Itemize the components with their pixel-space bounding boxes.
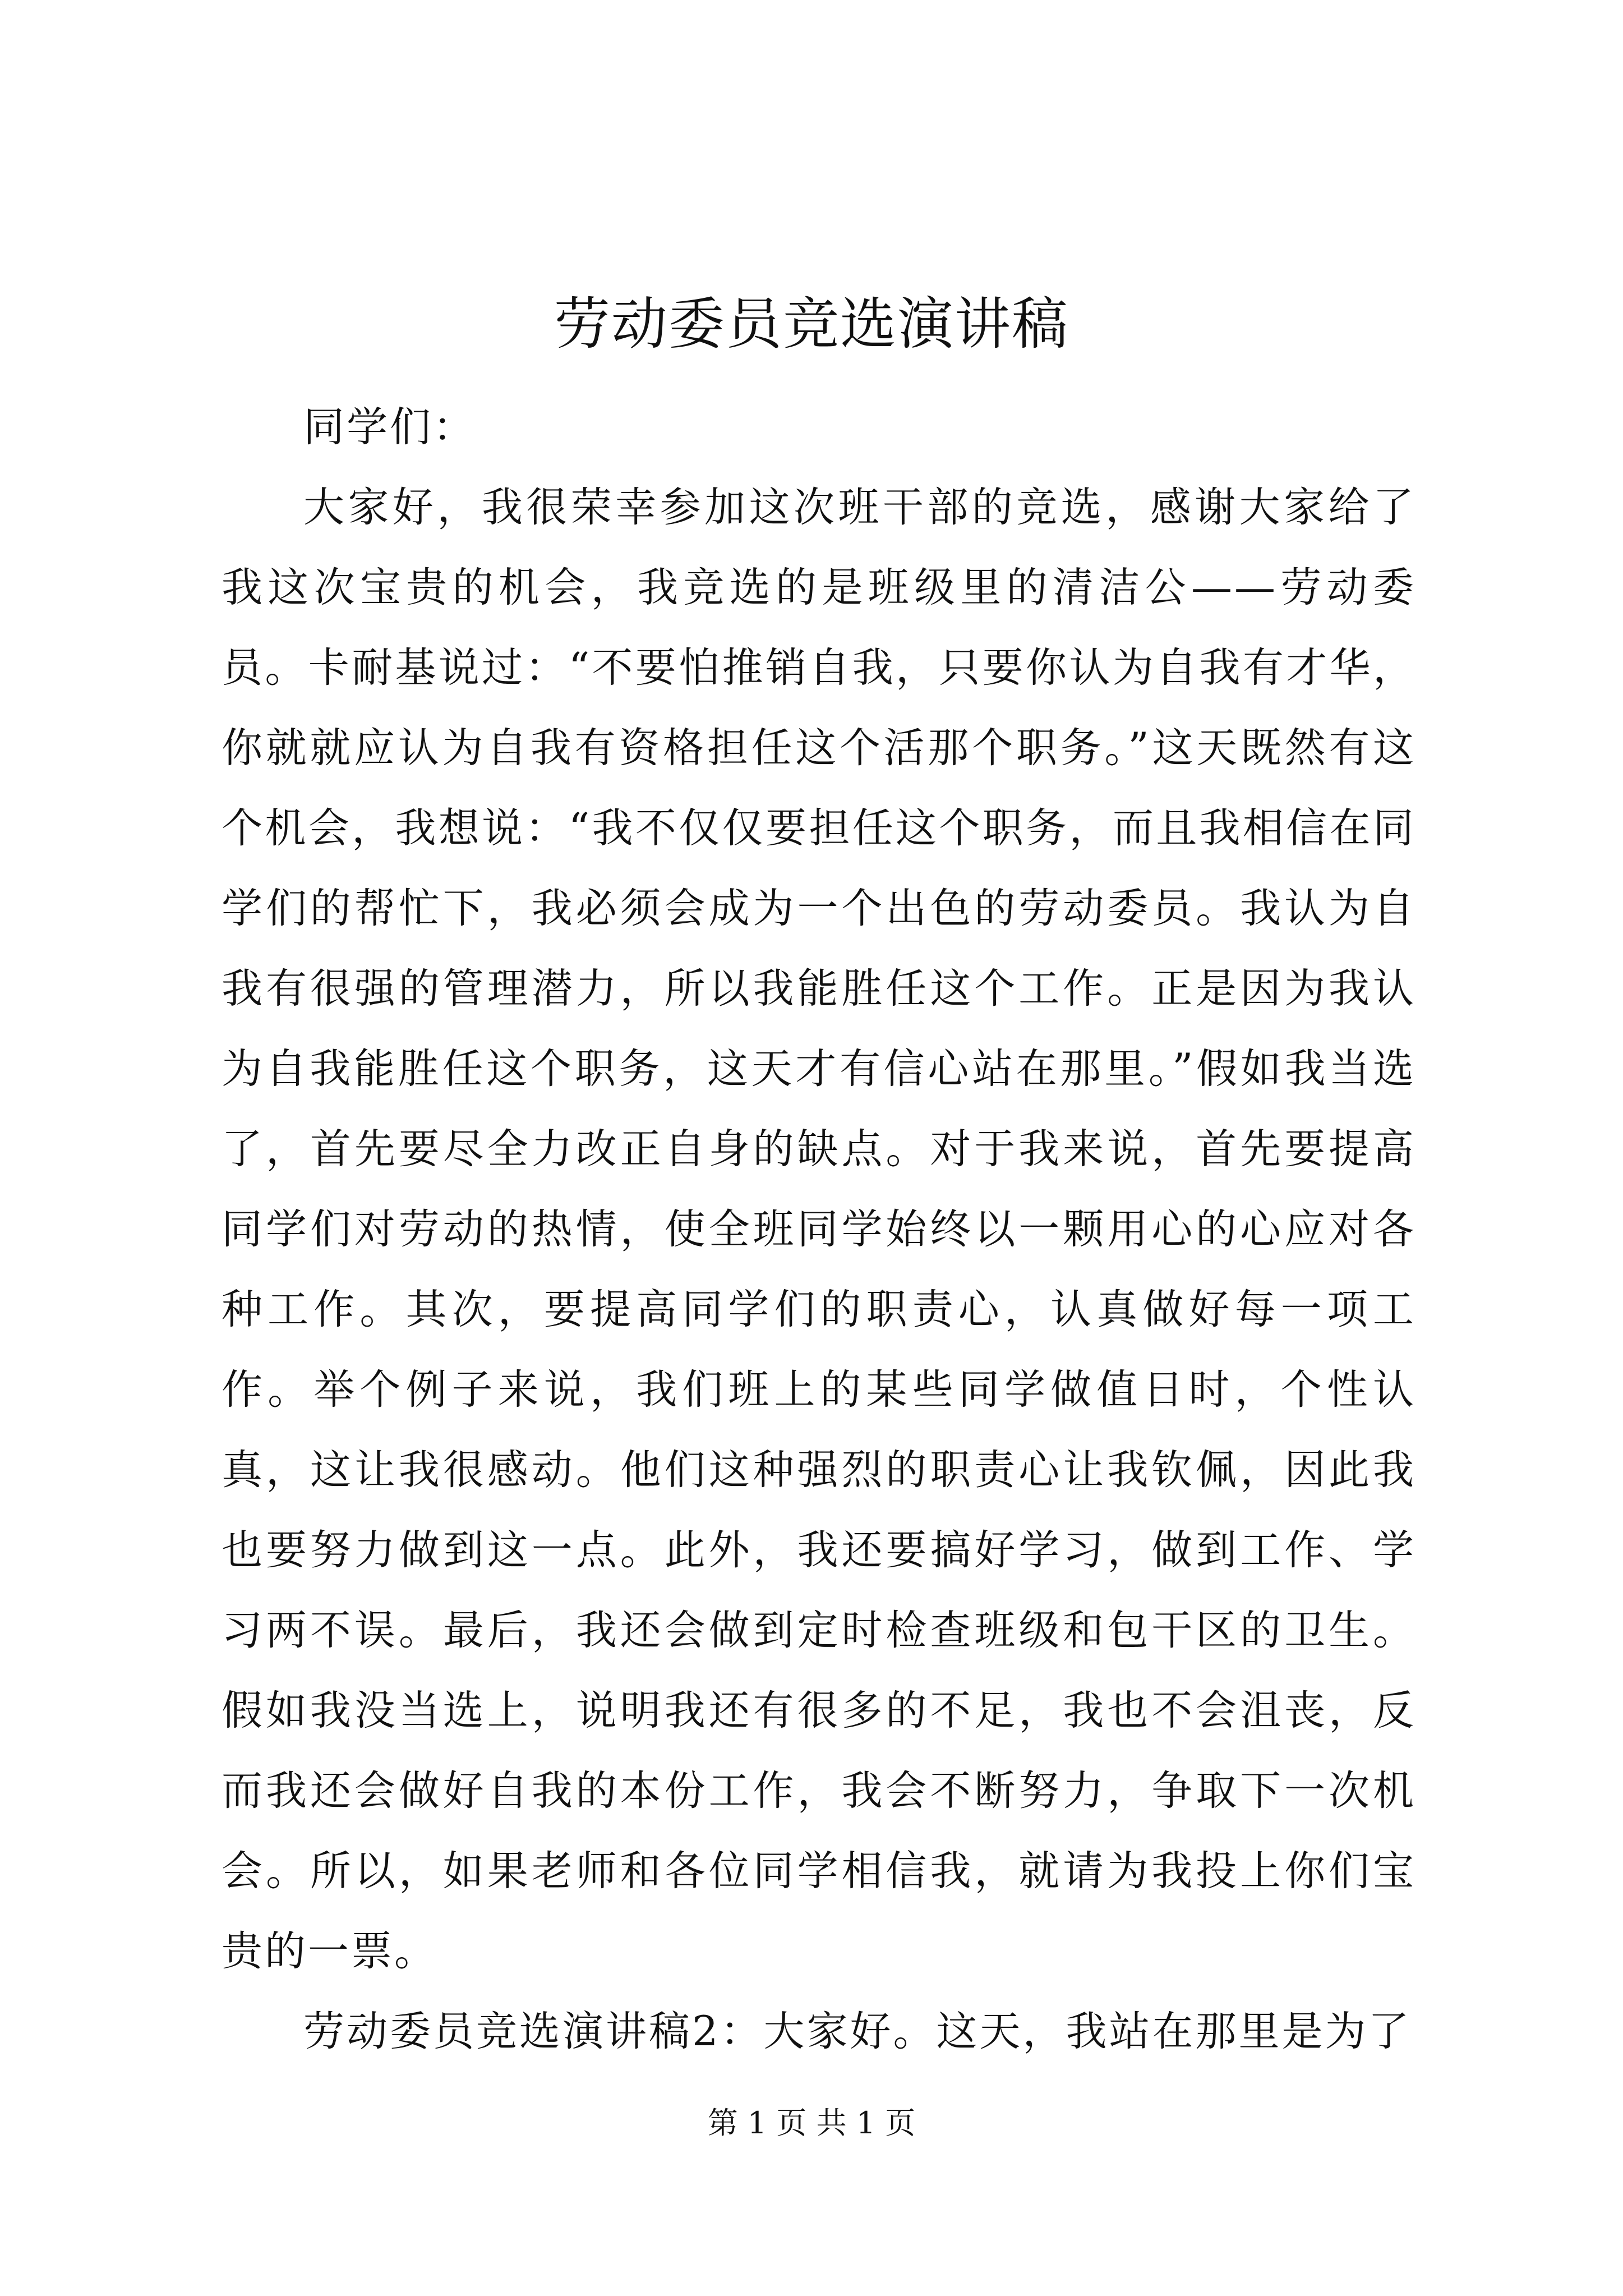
greeting: 同学们： bbox=[303, 403, 476, 451]
paragraph-2: 劳动委员竞选演讲稿2：大家好。这天，我站在那里是为了 bbox=[303, 2008, 1412, 2055]
page-footer: 第 1 页 共 1 页 bbox=[707, 2105, 916, 2141]
document-body bbox=[222, 387, 1416, 2072]
document-title: 劳动委员竞选演讲稿 bbox=[554, 291, 1069, 357]
paragraph-1: 大家好，我很荣幸参加这次班干部的竞选，感谢大家给了我这次宝贵的机会，我竞选的是班级里的清洁公——劳动委员。卡耐基说过：“不要怕推销自我，只要你认为自我有才华，你就就应认为自我有资格担任这个活那个职务。”这天既然有这个机会，我想说：“我不仅仅要担任这个职务，而且我相信在同学们的帮忙下，我必须会成为一个出色的劳动委员。我认为自我有很强的管理潜力，所以我能胜任这个工作。正是因为我认为自我能胜任这个职务，这天才有信心站在那里。”假如我当选了，首先要尽全力改正自身的缺点。对于我来说，首先要提高同学们对劳动的热情，使全班同学始终以一颗用心的心应对各种工作。其次，要提高同学们的职责心，认真做好每一项工作。举个例子来说，我们班上的某些同学做值日时，个性认真，这让我很感动。他们这种强烈的职责心让我钦佩，因此我也要努力做到这一点。此外，我还要搞好学习，做到工作、学习两不误。最后，我还会做到定时检查班级和包干区的卫生。假如我没当选上，说明我还有很多的不足，我也不会沮丧，反而我还会做好自我的本份工作，我会不断努力，争取下一次机会。所以，如果老师和各位同学相信我，就请为我投上你们宝贵的一票。 bbox=[222, 484, 1416, 1975]
